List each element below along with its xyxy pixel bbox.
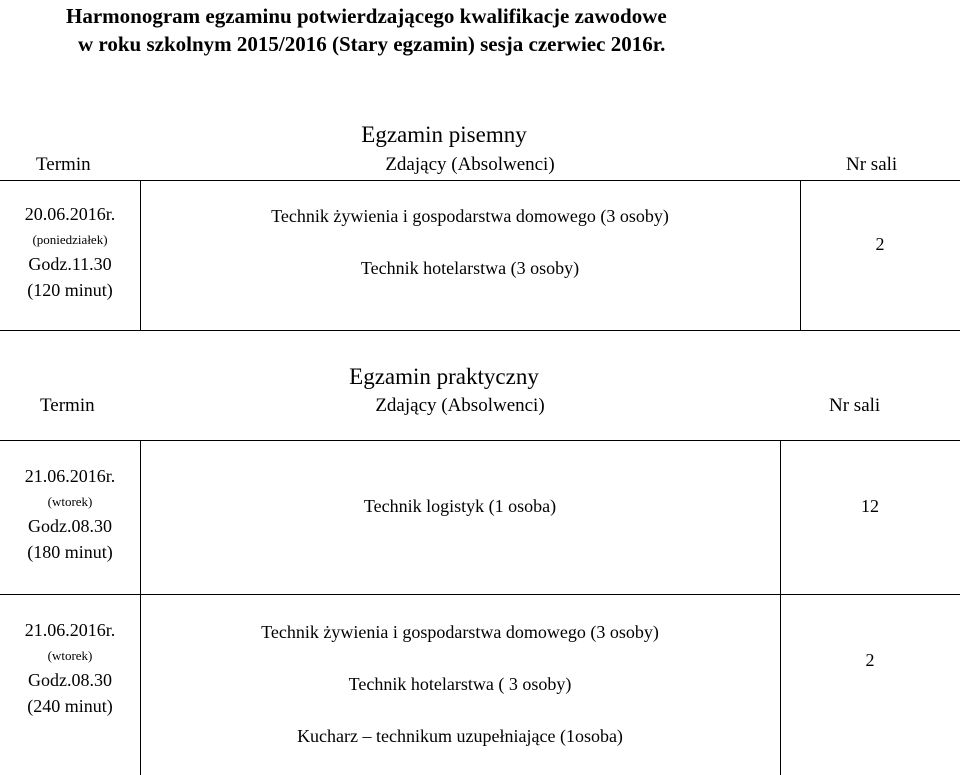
practical-col-divider-1 (140, 440, 141, 775)
candidate-line: Kucharz – technikum uzupełniające (1osoba) (297, 726, 623, 746)
document-title-line1: Harmonogram egzaminu potwierdzającego kwalifikacje zawodowe (66, 4, 667, 28)
term-date: 20.06.2016r. (24, 204, 116, 224)
written-col-term: Termin (36, 154, 91, 175)
term-day: (wtorek) (47, 648, 93, 663)
practical-col-candidates: Zdający (Absolwenci) (375, 395, 545, 416)
room-number: 12 (861, 496, 879, 516)
written-col-divider-2 (800, 180, 801, 331)
term-duration: (180 minut) (27, 542, 113, 562)
written-col-divider-1 (140, 180, 141, 331)
written-table-top-border (0, 180, 960, 181)
practical-col-room: Nr sali (829, 395, 881, 416)
room-number: 2 (865, 650, 875, 670)
candidate-line: Technik żywienia i gospodarstwa domowego (3 osoby) (271, 206, 669, 226)
term-date: 21.06.2016r. (24, 466, 116, 486)
practical-row-divider (0, 594, 960, 595)
written-table-bottom-border (0, 330, 960, 331)
document-title-line2: w roku szkolnym 2015/2016 (Stary egzamin) sesja czerwiec 2016r. (78, 32, 666, 56)
written-col-room: Nr sali (846, 154, 898, 175)
written-col-candidates: Zdający (Absolwenci) (385, 154, 555, 175)
term-time: Godz.08.30 (28, 516, 112, 536)
term-time: Godz.08.30 (28, 670, 112, 690)
term-duration: (120 minut) (27, 280, 113, 300)
term-time: Godz.11.30 (28, 254, 112, 274)
practical-col-divider-2 (780, 440, 781, 775)
candidate-line: Technik hotelarstwa ( 3 osoby) (348, 674, 572, 694)
term-date: 21.06.2016r. (24, 620, 116, 640)
term-day: (wtorek) (47, 494, 93, 509)
room-number: 2 (875, 234, 885, 254)
candidate-line: Technik hotelarstwa (3 osoby) (360, 258, 580, 278)
practical-col-term: Termin (40, 395, 95, 416)
practical-exam-heading: Egzamin praktyczny (349, 364, 539, 389)
term-duration: (240 minut) (27, 696, 113, 716)
candidate-line: Technik logistyk (1 osoba) (363, 496, 557, 516)
term-day: (poniedziałek) (32, 232, 108, 247)
candidate-line: Technik żywienia i gospodarstwa domowego (3 osoby) (261, 622, 659, 642)
written-exam-heading: Egzamin pisemny (361, 122, 527, 147)
practical-table-top-border (0, 440, 960, 441)
